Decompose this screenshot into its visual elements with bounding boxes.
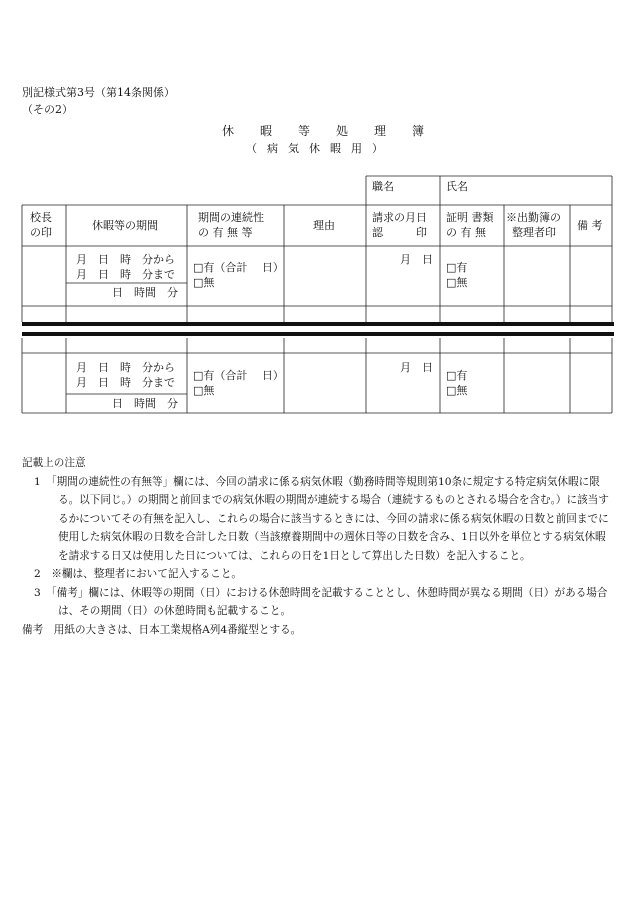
note-item-3: 3 「備考」欄には、休暇等の期間（日）における休憩時間を記載することとし、休憩時間が異なる期間（日）がある場合は、その期間（日）の休憩時間も記載すること。: [34, 586, 608, 617]
col-certificate-1: 証明 書類: [446, 211, 494, 224]
col-principal-seal-2: の印: [30, 226, 52, 239]
form-part: （その2）: [22, 103, 73, 116]
notes-heading: 記載上の注意: [22, 457, 86, 469]
col-request-2: 認 印: [372, 226, 427, 239]
row2-continuity-no: □無: [193, 384, 215, 397]
note-item-2: 2 ※欄は、整理者において記入すること。: [34, 568, 243, 580]
page-title: 休暇等処理簿: [222, 124, 451, 138]
row2-cert-yes: □有: [446, 369, 468, 382]
row1-continuity-no: □無: [193, 276, 215, 289]
col-reason: 理由: [313, 219, 335, 232]
note-item-1: 1 「期間の連続性の有無等」欄には、今回の請求に係る病気休暇（勤務時間等規則第10条に規定する特定病気休暇に限る。以下同じ。）の期間と前回までの病気休暇の期間が連続する場合（連続するものとされる場合を含む。）に該当するかについてその有無を記入し、これらの場合に該当するときには、今回の請求に係る病気休暇の日数と前回までに使用した病気休暇の日数を合計した日数（当該療養期間中の週休日等の日数を含み、1日以外を単位とする病気休暇を請求する日又は使用した日については、これらの日を1日として算出した日数）を記入すること。: [34, 475, 609, 562]
name-label: 氏名: [446, 180, 468, 193]
col-period: 休暇等の期間: [92, 219, 158, 232]
row1-continuity-yes: □有（合計 日）: [193, 261, 284, 274]
row2-period-to: 月 日 時 分まで: [76, 376, 175, 389]
col-continuity-2: の 有 無 等: [198, 226, 253, 239]
row1-period-from: 月 日 時 分から: [76, 253, 175, 266]
row1-cert-yes: □有: [446, 261, 468, 274]
col-remarks: 備 考: [577, 219, 603, 232]
row1-period-total: 日 時間 分: [112, 286, 178, 299]
row2-continuity-yes: □有（合計 日）: [193, 369, 284, 382]
col-certificate-2: の 有 無: [446, 226, 486, 239]
form-number: 別記様式第3号（第14条関係）: [22, 86, 175, 99]
row2-month-day: 月 日: [400, 361, 433, 374]
page-subtitle: （病気休暇用）: [246, 142, 393, 155]
col-clerk-2: 整理者印: [512, 226, 556, 239]
col-principal-seal-1: 校長: [30, 211, 52, 224]
row1-month-day: 月 日: [400, 253, 433, 266]
row2-period-total: 日 時間 分: [112, 397, 178, 410]
col-request-1: 請求の月日: [372, 211, 427, 224]
notes-section: [22, 454, 612, 639]
post-label: 職名: [372, 180, 394, 193]
col-continuity-1: 期間の連続性: [198, 211, 264, 224]
row1-cert-no: □無: [446, 276, 468, 289]
col-clerk-1: ※出勤簿の: [506, 211, 561, 224]
row2-cert-no: □無: [446, 384, 468, 397]
paper-size-remark: 備考 用紙の大きさは、日本工業規格A列4番縦型とする。: [22, 623, 302, 636]
row2-period-from: 月 日 時 分から: [76, 361, 175, 374]
row1-period-to: 月 日 時 分まで: [76, 268, 175, 281]
